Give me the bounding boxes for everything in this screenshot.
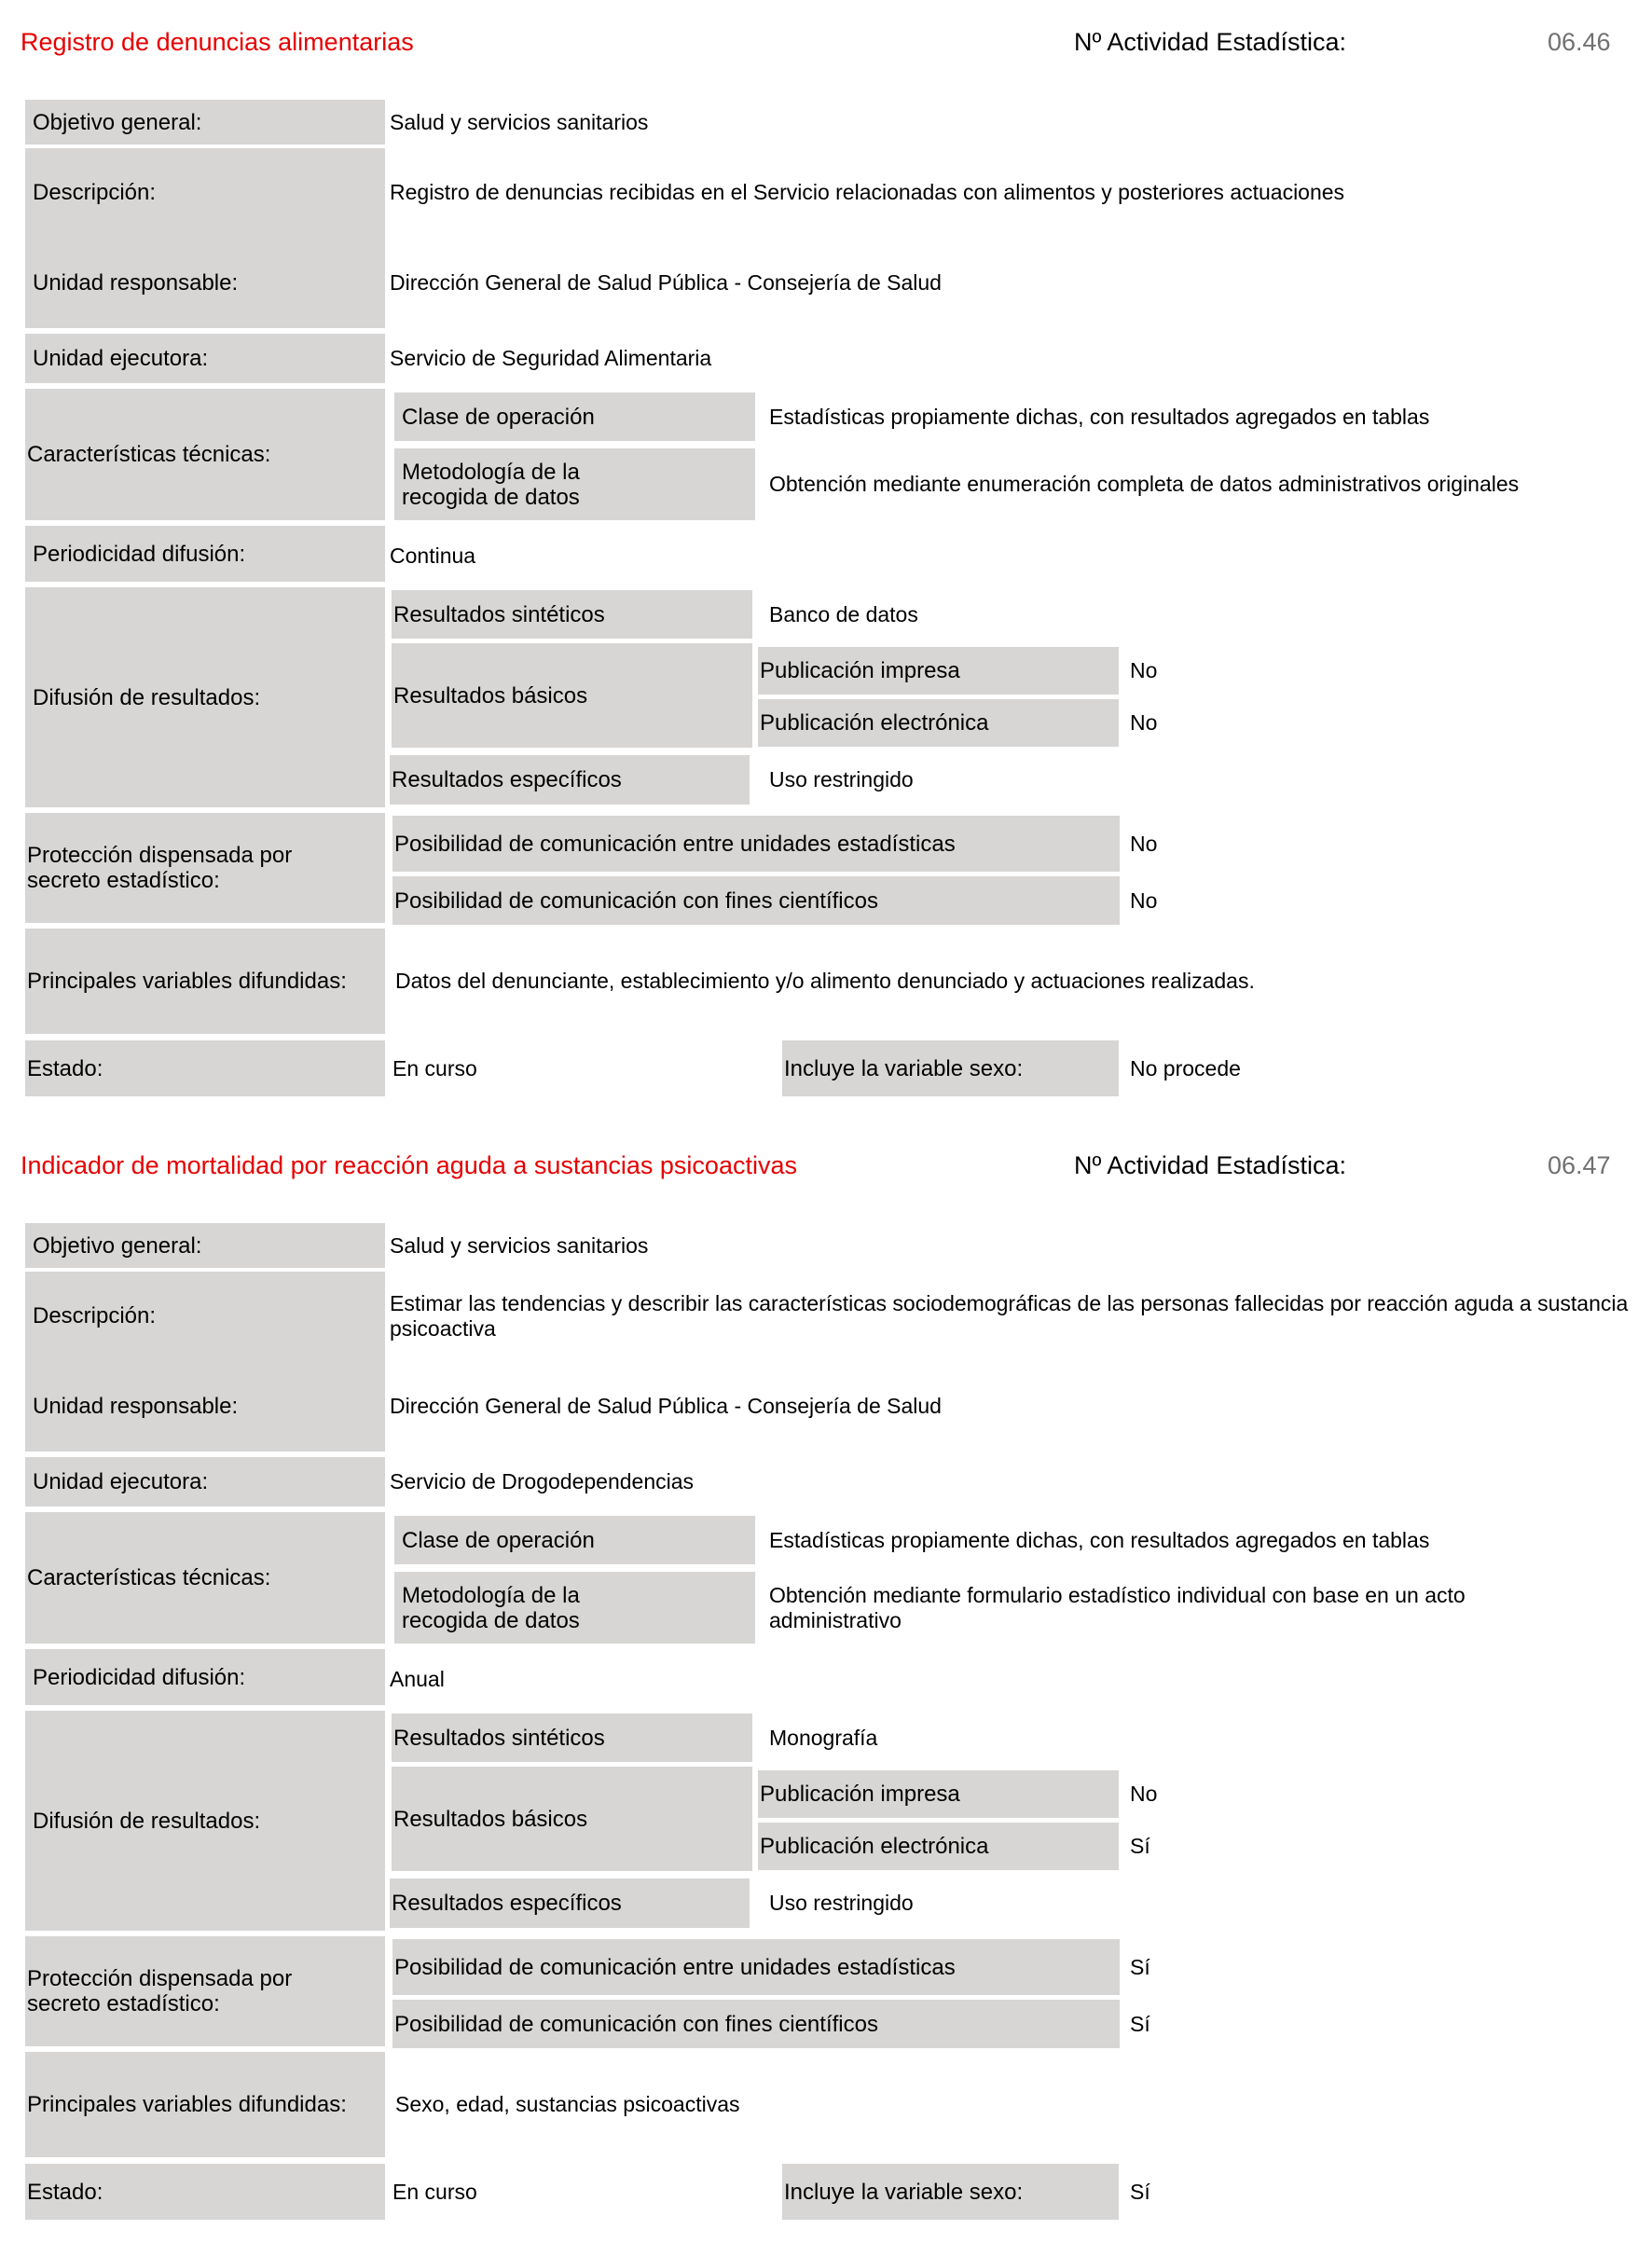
label-variable-sexo: Incluye la variable sexo: [782,1040,1119,1096]
value-clase-operacion: Estadísticas propiamente dichas, con resultados agregados en tablas [769,404,1430,429]
value-objetivo: Salud y servicios sanitarios [390,1232,649,1258]
label-periodicidad: Periodicidad difusión: [25,1649,385,1705]
label-descripcion: Descripción: [33,180,157,205]
activity-number-label: Nº Actividad Estadística: [1074,1151,1346,1179]
value-variables: Sexo, edad, sustancias psicoactivas [395,2092,740,2116]
value-periodicidad: Anual [390,1666,445,1691]
label-proteccion: Protección dispensada por secreto estadístico: [25,813,385,923]
label-unidad-responsable: Unidad responsable: [33,269,239,296]
label-objetivo: Objetivo general: [25,1223,385,1268]
label-comunicacion-cientificos: Posibilidad de comunicación con fines científicos [392,2000,1120,2048]
label-resultados-especificos: Resultados específicos [390,755,750,805]
value-estado: En curso [392,2179,477,2204]
label-resultados-sinteticos: Resultados sintéticos [392,590,752,639]
record-title: Registro de denuncias alimentarias [21,28,414,56]
label-unidad-ejecutora: Unidad ejecutora: [25,1457,385,1507]
value-comunicacion-cientificos: Sí [1130,2011,1150,2036]
value-publicacion-electronica: No [1130,710,1158,735]
label-publicacion-electronica: Publicación electrónica [758,699,1119,747]
label-publicacion-impresa: Publicación impresa [758,1770,1119,1818]
value-publicacion-impresa: No [1130,658,1158,682]
value-comunicacion-unidades: Sí [1130,1954,1150,1979]
value-descripcion: Registro de denuncias recibidas en el Servicio relacionadas con alimentos y posteriores actuaciones [390,180,1345,204]
label-publicacion-impresa: Publicación impresa [758,647,1119,695]
value-periodicidad: Continua [390,543,476,568]
value-clase-operacion: Estadísticas propiamente dichas, con resultados agregados en tablas [769,1527,1430,1552]
label-proteccion: Protección dispensada por secreto estadístico: [25,1936,385,2046]
label-resultados-basicos: Resultados básicos [392,643,752,748]
value-metodologia: Obtención mediante enumeración completa de datos administrativos originales [769,472,1520,496]
label-comunicacion-unidades: Posibilidad de comunicación entre unidades estadísticas [392,816,1120,872]
value-unidad-ejecutora: Servicio de Seguridad Alimentaria [390,346,712,370]
value-estado: En curso [392,1055,477,1080]
label-resultados-sinteticos: Resultados sintéticos [392,1713,752,1762]
label-clase-operacion: Clase de operación [394,392,755,441]
label-unidad-responsable: Unidad responsable: [33,1393,239,1419]
label-descripcion: Descripción: [33,1303,157,1328]
activity-number-label: Nº Actividad Estadística: [1074,28,1346,56]
label-caracteristicas: Características técnicas: [25,389,385,520]
label-difusion: Difusión de resultados: [25,1711,385,1931]
label-caracteristicas: Características técnicas: [25,1512,385,1644]
label-variables: Principales variables difundidas: [25,2052,385,2157]
label-objetivo: Objetivo general: [25,100,385,145]
value-publicacion-electronica: Sí [1130,1834,1150,1858]
value-resultados-especificos: Uso restringido [769,767,914,791]
label-comunicacion-cientificos: Posibilidad de comunicación con fines científicos [392,876,1120,925]
record-title: Indicador de mortalidad por reacción aguda a sustancias psicoactivas [21,1151,797,1179]
label-estado: Estado: [25,1040,385,1096]
label-unidad-ejecutora: Unidad ejecutora: [25,334,385,383]
record-06-47 [0,1123,1652,2242]
label-metodologia: Metodología de la recogida de datos [394,1572,755,1644]
label-resultados-especificos: Resultados específicos [390,1879,750,1928]
value-comunicacion-unidades: No [1130,831,1158,856]
label-difusion: Difusión de resultados: [25,587,385,807]
label-publicacion-electronica: Publicación electrónica [758,1823,1119,1870]
value-unidad-ejecutora: Servicio de Drogodependencias [390,1469,695,1493]
value-descripcion: Estimar las tendencias y describir las características sociodemográficas de las personas fallecidas por reacción aguda a sustancia psicoactiva [390,1290,1629,1341]
value-unidad-responsable: Dirección General de Salud Pública - Consejería de Salud [390,1393,942,1418]
label-estado: Estado: [25,2164,385,2220]
value-resultados-especificos: Uso restringido [769,1891,914,1915]
value-objetivo: Salud y servicios sanitarios [390,109,649,134]
label-resultados-basicos: Resultados básicos [392,1767,752,1871]
activity-number-value: 06.46 [1548,28,1611,56]
value-publicacion-impresa: No [1130,1782,1158,1806]
label-clase-operacion: Clase de operación [394,1516,755,1564]
record-06-46 [0,0,1652,1119]
value-unidad-responsable: Dirección General de Salud Pública - Consejería de Salud [390,269,942,295]
activity-number-value: 06.47 [1548,1151,1611,1179]
label-variables: Principales variables difundidas: [25,929,385,1034]
value-variable-sexo: No procede [1130,1055,1241,1080]
label-metodologia: Metodología de la recogida de datos [394,448,755,520]
value-variable-sexo: Sí [1130,2179,1150,2204]
label-comunicacion-unidades: Posibilidad de comunicación entre unidades estadísticas [392,1939,1120,1995]
value-resultados-sinteticos: Monografía [769,1725,878,1750]
value-variables: Datos del denunciante, establecimiento y/o alimento denunciado y actuaciones realizadas. [395,969,1255,993]
value-comunicacion-cientificos: No [1130,888,1158,913]
label-periodicidad: Periodicidad difusión: [25,526,385,582]
value-resultados-sinteticos: Banco de datos [769,601,918,626]
value-metodologia: Obtención mediante formulario estadístico individual con base en un acto administrativo [769,1582,1466,1632]
label-variable-sexo: Incluye la variable sexo: [782,2164,1119,2220]
